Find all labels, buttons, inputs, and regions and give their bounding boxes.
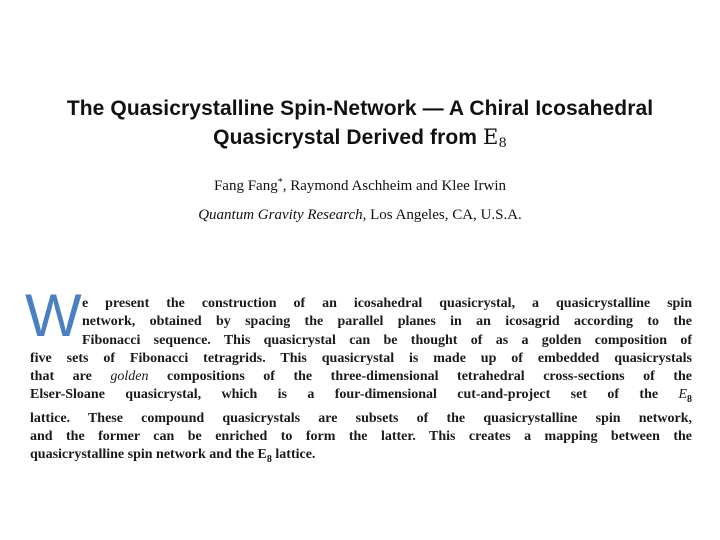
abstract-dropcap: W <box>25 282 82 349</box>
abstract-line: Fibonacci sequence. This quasicrystal can be thought of as a golden composition of <box>82 332 692 348</box>
title-line-2 <box>30 123 690 158</box>
e8-italic-symbol: E <box>678 387 687 403</box>
title-line-1: The Quasicrystalline Spin-Network — A Chiral Icosahedral <box>66 97 654 120</box>
abstract-text: quasicrystalline spin network and the <box>30 447 258 463</box>
abstract-line <box>30 386 692 409</box>
paper-title <box>30 94 690 158</box>
abstract-emphasis: golden <box>110 369 149 385</box>
e8-bold-subscript: 8 <box>266 453 272 465</box>
author-first: Fang Fang <box>213 178 278 194</box>
institution-location: Los Angeles, CA, U.S.A. <box>366 207 522 223</box>
e8-symbol <box>483 125 507 149</box>
abstract-body <box>30 295 692 469</box>
abstract-line <box>30 368 692 386</box>
corresponding-author-mark: * <box>277 177 283 188</box>
abstract-text: lattice. <box>271 447 316 463</box>
abstract-line: and the former can be enriched to form the latter. This creates a mapping between the <box>30 428 692 444</box>
abstract-line: e present the construction of an icosahedral quasicrystal, a quasicrystalline spin <box>82 296 692 311</box>
abstract-line: network, obtained by spacing the parallel planes in an icosagrid according to the <box>82 314 692 330</box>
e8-italic-subscript: 8 <box>687 394 692 406</box>
e8-letter: E <box>483 125 499 149</box>
author-rest: , Raymond Aschheim and Klee Irwin <box>282 178 507 194</box>
abstract-text: Elser-Sloane quasicrystal, which is a four-dimensional cut-and-project set of the <box>30 387 679 403</box>
abstract-line: five sets of Fibonacci tetragrids. This quasicrystal is made up of embedded quasicrystals <box>30 350 692 366</box>
affiliation <box>0 205 720 225</box>
author-list <box>0 173 720 196</box>
abstract-text: compositions of the three-dimensional tetrahedral cross-sections of the <box>148 369 692 385</box>
e8-bold-symbol: E <box>257 447 267 463</box>
institution-name: Quantum Gravity Research, <box>198 207 367 223</box>
e8-subscript: 8 <box>498 136 507 151</box>
abstract-text: that are <box>30 369 111 385</box>
abstract-line: lattice. These compound quasicrystals are subsets of the quasicrystalline spin network, <box>30 410 692 426</box>
title-line-2-text: Quasicrystal Derived from <box>213 126 478 149</box>
abstract-line <box>30 446 692 469</box>
